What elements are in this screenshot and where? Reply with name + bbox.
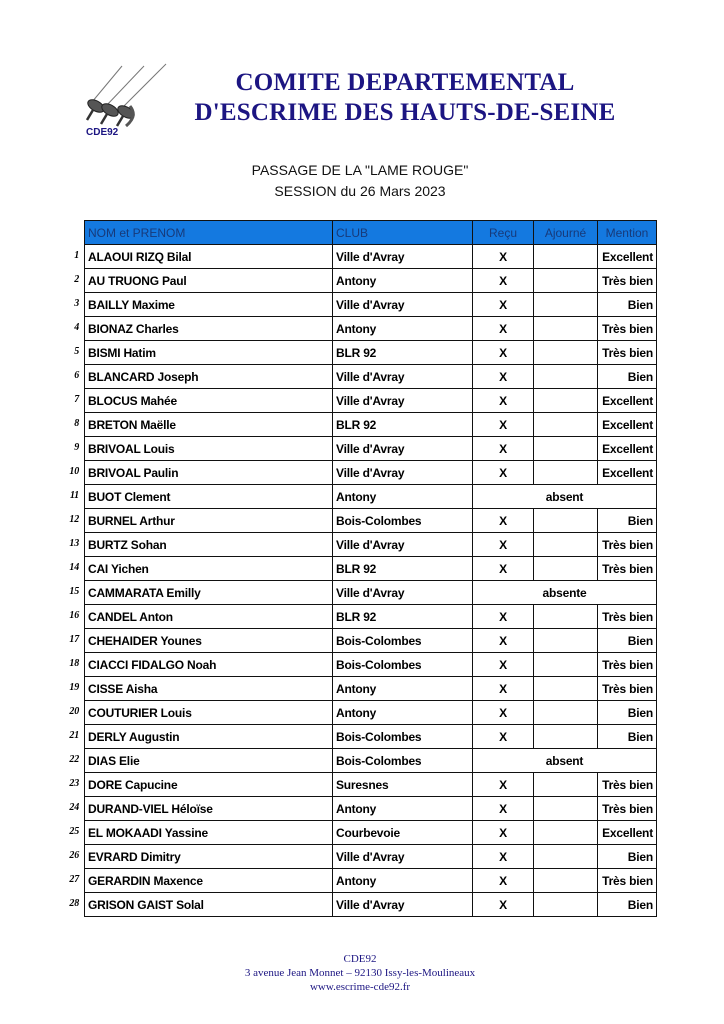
- row-number: 20: [69, 705, 79, 717]
- table-row: [85, 653, 657, 677]
- cell-recu: X: [473, 341, 534, 365]
- fencer-name: CHEHAIDER Younes: [88, 633, 202, 648]
- column-header-recu: Reçu: [473, 221, 534, 245]
- cell-recu: X: [473, 557, 534, 581]
- cell-name: [69, 629, 333, 653]
- cell-name: [69, 749, 333, 773]
- cell-ajourne: [534, 389, 598, 413]
- table-row: [85, 317, 657, 341]
- cell-ajourne: [534, 869, 598, 893]
- fencer-name: DERLY Augustin: [88, 729, 180, 744]
- cell-mention: Très bien: [598, 317, 657, 341]
- cell-name: [69, 821, 333, 845]
- table-row: [85, 365, 657, 389]
- cell-club: Ville d'Avray: [333, 461, 473, 485]
- cell-club: Antony: [333, 485, 473, 509]
- cell-mention: Bien: [598, 725, 657, 749]
- fencer-name: CISSE Aisha: [88, 681, 158, 696]
- cell-name: [74, 245, 333, 269]
- cell-name: [69, 653, 333, 677]
- fencer-name: BURNEL Arthur: [88, 513, 175, 528]
- cell-name: [69, 533, 333, 557]
- table-row: [85, 245, 657, 269]
- row-number: 18: [69, 657, 79, 669]
- table-row: [85, 389, 657, 413]
- page-title: [170, 68, 640, 128]
- cell-name: [74, 341, 333, 365]
- cell-name: [69, 845, 333, 869]
- cell-club: Antony: [333, 269, 473, 293]
- row-number: 10: [69, 465, 79, 477]
- fencer-name: DIAS Elie: [88, 753, 140, 768]
- cell-recu: X: [473, 677, 534, 701]
- cell-mention: Très bien: [598, 605, 657, 629]
- table-row: [85, 413, 657, 437]
- cell-recu: X: [473, 869, 534, 893]
- cell-mention: Bien: [598, 893, 657, 917]
- cell-club: Antony: [333, 677, 473, 701]
- table-row: [85, 581, 657, 605]
- exam-name: PASSAGE DE LA "LAME ROUGE": [251, 162, 469, 178]
- row-number: 21: [69, 729, 79, 741]
- fencer-name: EL MOKAADI Yassine: [88, 825, 208, 840]
- cell-name: [74, 389, 333, 413]
- cell-recu: X: [473, 629, 534, 653]
- cell-recu: X: [473, 509, 534, 533]
- cell-absent: absent: [473, 749, 657, 773]
- row-number: 27: [69, 873, 79, 885]
- row-number: 19: [69, 681, 79, 693]
- column-header-club: CLUB: [333, 221, 473, 245]
- session-subtitle: [200, 160, 520, 202]
- row-number: 13: [69, 537, 79, 549]
- cell-ajourne: [534, 629, 598, 653]
- cell-ajourne: [534, 677, 598, 701]
- cell-club: BLR 92: [333, 557, 473, 581]
- cell-mention: Très bien: [598, 269, 657, 293]
- cell-ajourne: [534, 797, 598, 821]
- title-line-1: COMITE DEPARTEMENTAL: [235, 69, 575, 96]
- cell-name: [74, 293, 333, 317]
- cell-club: Bois-Colombes: [333, 653, 473, 677]
- cell-recu: X: [473, 773, 534, 797]
- fencer-name: BLANCARD Joseph: [88, 369, 199, 384]
- table-header-row: [85, 221, 657, 245]
- cell-recu: X: [473, 269, 534, 293]
- row-number: 25: [69, 825, 79, 837]
- table-row: [85, 461, 657, 485]
- table-row: [85, 533, 657, 557]
- cell-club: Ville d'Avray: [333, 365, 473, 389]
- fencer-name: CANDEL Anton: [88, 609, 173, 624]
- row-number: 5: [74, 345, 79, 357]
- row-number: 22: [69, 753, 79, 765]
- table-row: [85, 845, 657, 869]
- table-row: [85, 485, 657, 509]
- row-number: 12: [69, 513, 79, 525]
- cell-absent: absent: [473, 485, 657, 509]
- cell-recu: X: [473, 389, 534, 413]
- cell-mention: Très bien: [598, 773, 657, 797]
- cell-ajourne: [534, 365, 598, 389]
- cell-name: [69, 869, 333, 893]
- table-row: [85, 677, 657, 701]
- cell-mention: Excellent: [598, 821, 657, 845]
- cell-club: Ville d'Avray: [333, 293, 473, 317]
- cell-ajourne: [534, 413, 598, 437]
- table-row: [85, 437, 657, 461]
- cell-mention: Très bien: [598, 797, 657, 821]
- footer: [200, 952, 520, 994]
- cell-absent: absente: [473, 581, 657, 605]
- row-number: 28: [69, 897, 79, 909]
- row-number: 26: [69, 849, 79, 861]
- fencer-name: CAI Yichen: [88, 561, 149, 576]
- cell-club: Ville d'Avray: [333, 893, 473, 917]
- fencer-name: BRIVOAL Louis: [88, 441, 175, 456]
- cell-mention: Très bien: [598, 869, 657, 893]
- cell-name: [69, 605, 333, 629]
- cell-mention: Excellent: [598, 437, 657, 461]
- table-row: [85, 797, 657, 821]
- cell-name: [69, 725, 333, 749]
- row-number: 14: [69, 561, 79, 573]
- cell-club: Ville d'Avray: [333, 437, 473, 461]
- cell-club: Antony: [333, 797, 473, 821]
- row-number: 1: [74, 249, 79, 261]
- cell-club: Bois-Colombes: [333, 629, 473, 653]
- fencer-name: CIACCI FIDALGO Noah: [88, 657, 217, 672]
- cell-ajourne: [534, 773, 598, 797]
- cell-ajourne: [534, 341, 598, 365]
- row-number: 7: [74, 393, 79, 405]
- column-header-name: NOM et PRENOM: [85, 221, 333, 245]
- cell-ajourne: [534, 533, 598, 557]
- row-number: 2: [74, 273, 79, 285]
- cell-mention: Très bien: [598, 533, 657, 557]
- cell-name: [74, 317, 333, 341]
- fencer-name: DURAND-VIEL Héloïse: [88, 801, 213, 816]
- fencer-name: AU TRUONG Paul: [88, 273, 187, 288]
- footer-website: www.escrime-cde92.fr: [309, 981, 411, 993]
- cell-ajourne: [534, 653, 598, 677]
- cell-ajourne: [534, 701, 598, 725]
- row-number: 24: [69, 801, 79, 813]
- cell-name: [74, 437, 333, 461]
- table-row: [85, 269, 657, 293]
- footer-address: 3 avenue Jean Monnet – 92130 Issy-les-Moulineaux: [244, 967, 476, 979]
- cell-club: Suresnes: [333, 773, 473, 797]
- results-table: [69, 220, 657, 917]
- fencer-name: BUOT Clement: [88, 489, 171, 504]
- cell-club: Ville d'Avray: [333, 845, 473, 869]
- cell-recu: X: [473, 461, 534, 485]
- cell-mention: Très bien: [598, 341, 657, 365]
- cell-name: [74, 269, 333, 293]
- cell-ajourne: [534, 317, 598, 341]
- cell-name: [69, 485, 333, 509]
- table-row: [85, 893, 657, 917]
- cell-club: BLR 92: [333, 341, 473, 365]
- table-row: [85, 773, 657, 797]
- fencer-name: COUTURIER Louis: [88, 705, 192, 720]
- fencer-name: BRIVOAL Paulin: [88, 465, 179, 480]
- cell-ajourne: [534, 509, 598, 533]
- cell-ajourne: [534, 845, 598, 869]
- fencer-name: BLOCUS Mahée: [88, 393, 177, 408]
- row-number: 4: [74, 321, 79, 333]
- cell-name: [69, 509, 333, 533]
- cell-club: Bois-Colombes: [333, 749, 473, 773]
- cell-name: [69, 581, 333, 605]
- fencer-name: DORE Capucine: [88, 777, 178, 792]
- cell-mention: Excellent: [598, 461, 657, 485]
- cell-recu: X: [473, 245, 534, 269]
- cell-recu: X: [473, 653, 534, 677]
- table-row: [85, 557, 657, 581]
- cell-mention: Très bien: [598, 653, 657, 677]
- cell-recu: X: [473, 533, 534, 557]
- cell-club: BLR 92: [333, 605, 473, 629]
- cell-name: [69, 677, 333, 701]
- cell-club: Courbevoie: [333, 821, 473, 845]
- row-number: 11: [69, 489, 79, 501]
- fencer-name: EVRARD Dimitry: [88, 849, 181, 864]
- cell-club: Ville d'Avray: [333, 533, 473, 557]
- table-row: [85, 821, 657, 845]
- cell-recu: X: [473, 413, 534, 437]
- cell-recu: X: [473, 605, 534, 629]
- cell-club: Antony: [333, 701, 473, 725]
- cell-recu: X: [473, 893, 534, 917]
- session-date: SESSION du 26 Mars 2023: [274, 183, 446, 199]
- table-row: [85, 629, 657, 653]
- logo-text: CDE92: [86, 127, 119, 138]
- cell-recu: X: [473, 293, 534, 317]
- cell-mention: Excellent: [598, 389, 657, 413]
- row-number: 15: [69, 585, 79, 597]
- fencer-name: CAMMARATA Emilly: [88, 585, 201, 600]
- cell-club: Ville d'Avray: [333, 389, 473, 413]
- cell-mention: Bien: [598, 509, 657, 533]
- cell-club: Bois-Colombes: [333, 509, 473, 533]
- cell-name: [69, 773, 333, 797]
- cell-name: [69, 701, 333, 725]
- row-number: 6: [74, 369, 79, 381]
- cell-name: [69, 461, 333, 485]
- cell-name: [69, 797, 333, 821]
- cell-recu: X: [473, 797, 534, 821]
- cell-mention: Très bien: [598, 677, 657, 701]
- row-number: 17: [69, 633, 79, 645]
- cell-club: BLR 92: [333, 413, 473, 437]
- cell-ajourne: [534, 821, 598, 845]
- cell-mention: Bien: [598, 365, 657, 389]
- cell-name: [74, 413, 333, 437]
- cell-mention: Bien: [598, 293, 657, 317]
- table-row: [85, 701, 657, 725]
- cell-recu: X: [473, 365, 534, 389]
- cell-club: Ville d'Avray: [333, 581, 473, 605]
- cell-ajourne: [534, 605, 598, 629]
- cell-ajourne: [534, 293, 598, 317]
- table-row: [85, 869, 657, 893]
- cell-ajourne: [534, 557, 598, 581]
- fencer-name: GRISON GAIST Solal: [88, 897, 204, 912]
- row-number: 9: [74, 441, 79, 453]
- fencer-name: GERARDIN Maxence: [88, 873, 203, 888]
- title-line-2: D'ESCRIME DES HAUTS-DE-SEINE: [194, 99, 616, 126]
- cell-club: Bois-Colombes: [333, 725, 473, 749]
- table-row: [85, 509, 657, 533]
- cell-ajourne: [534, 893, 598, 917]
- fencer-name: BIONAZ Charles: [88, 321, 179, 336]
- column-header-ajourne: Ajourné: [534, 221, 598, 245]
- cell-name: [69, 557, 333, 581]
- column-header-mention: Mention: [598, 221, 657, 245]
- fencer-name: ALAOUI RIZQ Bilal: [88, 249, 192, 264]
- cell-mention: Très bien: [598, 557, 657, 581]
- cell-recu: X: [473, 725, 534, 749]
- cell-ajourne: [534, 461, 598, 485]
- cell-ajourne: [534, 269, 598, 293]
- cell-club: Ville d'Avray: [333, 245, 473, 269]
- cell-recu: X: [473, 437, 534, 461]
- row-number: 23: [69, 777, 79, 789]
- cell-mention: Excellent: [598, 245, 657, 269]
- row-number: 16: [69, 609, 79, 621]
- table-row: [85, 605, 657, 629]
- cell-club: Antony: [333, 869, 473, 893]
- cell-name: [69, 893, 333, 917]
- cell-mention: Excellent: [598, 413, 657, 437]
- row-number: 8: [74, 417, 79, 429]
- cell-recu: X: [473, 845, 534, 869]
- table-row: [85, 725, 657, 749]
- footer-org: CDE92: [343, 953, 377, 965]
- cell-ajourne: [534, 437, 598, 461]
- cell-mention: Bien: [598, 629, 657, 653]
- cell-name: [74, 365, 333, 389]
- cell-mention: Bien: [598, 701, 657, 725]
- fencer-name: BRETON Maëlle: [88, 417, 176, 432]
- cell-mention: Bien: [598, 845, 657, 869]
- cell-recu: X: [473, 701, 534, 725]
- cell-club: Antony: [333, 317, 473, 341]
- cell-ajourne: [534, 245, 598, 269]
- fencer-name: BAILLY Maxime: [88, 297, 175, 312]
- fencer-name: BURTZ Sohan: [88, 537, 167, 552]
- table-row: [85, 341, 657, 365]
- table-row: [85, 293, 657, 317]
- cell-recu: X: [473, 317, 534, 341]
- cell-ajourne: [534, 725, 598, 749]
- cell-recu: X: [473, 821, 534, 845]
- row-number: 3: [74, 297, 79, 309]
- fencer-name: BISMI Hatim: [88, 345, 156, 360]
- table-row: [85, 749, 657, 773]
